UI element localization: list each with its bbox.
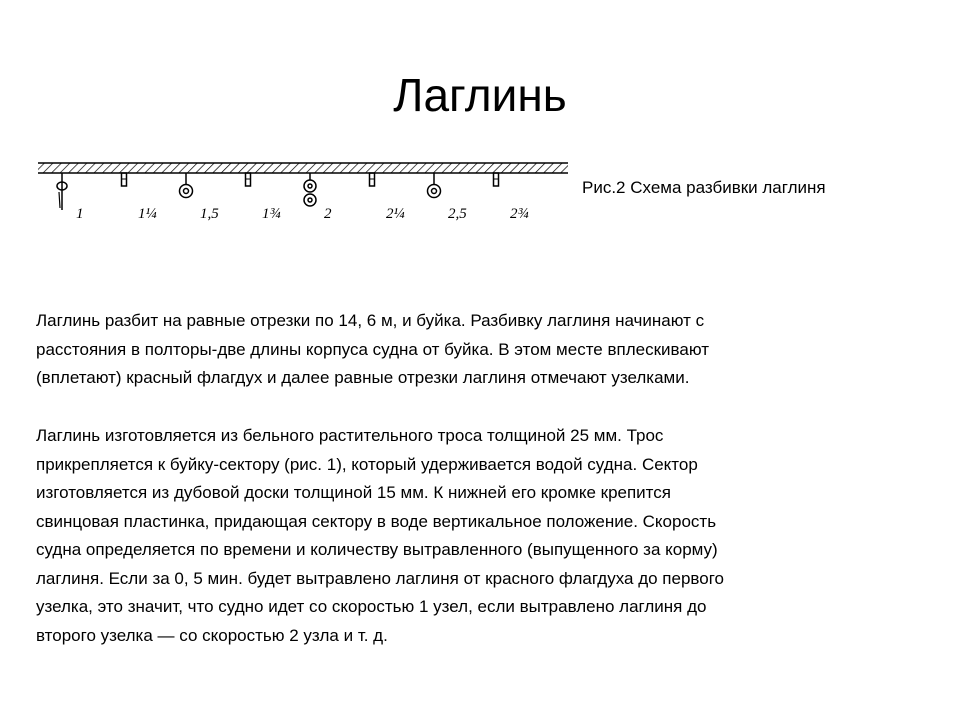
log-mark-label: 2 <box>324 206 332 222</box>
log-mark-ring <box>180 173 220 222</box>
paragraph-1 <box>36 307 926 393</box>
log-mark-label: 1¼ <box>138 206 157 222</box>
paragraph-line: Лаглинь разбит на равные отрезки по 14, 6 м, и буйка. Разбивку лаглиня начинают с <box>36 311 705 330</box>
paragraph-line: Лаглинь изготовляется из бельного растительного троса толщиной 25 мм. Трос <box>36 426 664 445</box>
log-mark-tag <box>122 173 157 222</box>
log-mark-double-ring <box>304 173 332 222</box>
log-mark-tag <box>246 173 281 222</box>
log-mark-tag <box>494 173 529 222</box>
paragraph-line: лаглиня. Если за 0, 5 мин. будет вытравлено лаглиня от красного флагдуха до первого <box>36 568 724 588</box>
paragraph-line: прикрепляется к буйку-сектору (рис. 1), который удерживается водой судна. Сектор <box>36 454 698 474</box>
log-mark-label: 2,5 <box>448 206 467 222</box>
log-mark-ring <box>428 173 468 222</box>
rope <box>38 163 568 173</box>
paragraph-line: расстояния в полторы-две длины корпуса судна от буйка. В этом месте вплескивают <box>36 339 709 359</box>
log-mark-label: 2¾ <box>510 206 529 222</box>
figure-caption: Рис.2 Схема разбивки лаглиня <box>582 178 826 197</box>
log-mark-label: 2¼ <box>386 206 405 222</box>
slide-title: Лаглинь <box>393 69 567 121</box>
log-mark-label: 1,5 <box>200 206 219 222</box>
paragraph-line: судна определяется по времени и количеству вытравленного (выпущенного за корму) <box>36 540 718 559</box>
log-mark-label: 1 <box>76 206 84 222</box>
paragraph-line: узелка, это значит, что судно идет со скоростью 1 узел, если вытравлено лаглиня до <box>36 597 707 616</box>
paragraph-line: изготовляется из дубовой доски толщиной 15 мм. К нижней его кромке крепится <box>36 483 671 502</box>
log-mark-knot <box>57 173 84 222</box>
paragraph-2 <box>36 422 926 650</box>
paragraph-line: свинцовая пластинка, придающая сектору в воде вертикальное положение. Скорость <box>36 511 717 531</box>
paragraph-line: второго узелка — со скоростью 2 узла и т. д. <box>36 625 388 645</box>
log-line-diagram <box>38 152 568 232</box>
log-mark-label: 1¾ <box>262 206 281 222</box>
log-line-svg <box>38 152 568 232</box>
paragraph-line: (вплетают) красный флагдух и далее равные отрезки лаглиня отмечают узелками. <box>36 368 690 387</box>
log-mark-tag <box>370 173 405 222</box>
